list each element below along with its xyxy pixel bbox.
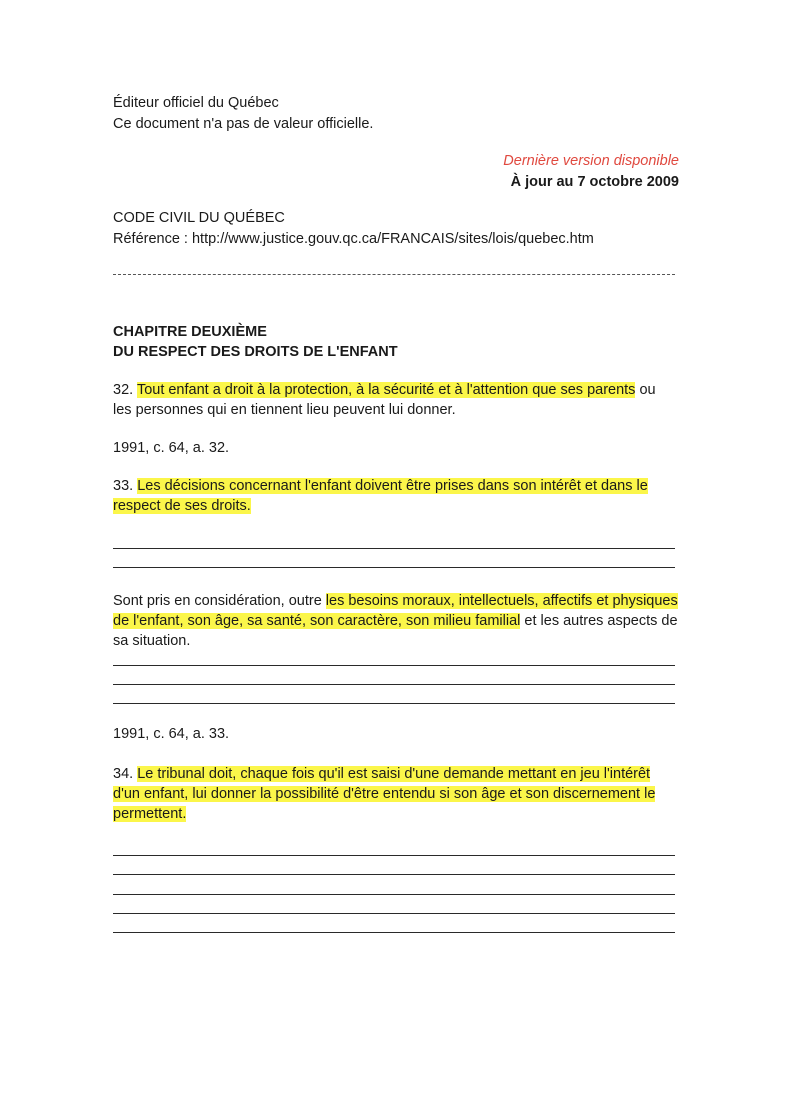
- plain-text: ou: [635, 382, 656, 398]
- dashed-separator: [113, 274, 675, 275]
- article-34-line-3: [113, 804, 186, 824]
- reference-line: Référence : http://www.justice.gouv.qc.ca/FRANCAIS/sites/lois/quebec.htm: [113, 231, 594, 247]
- article-34-line-2: [113, 784, 655, 804]
- highlighted-text: de l'enfant, son âge, sa santé, son caractère, son milieu familial: [113, 613, 521, 629]
- highlighted-text: permettent.: [113, 806, 187, 822]
- chapter-heading-1: CHAPITRE DEUXIÈME: [113, 324, 267, 340]
- article-33-p2-line-1: [113, 591, 678, 611]
- article-number: 34.: [113, 766, 138, 782]
- highlighted-text: les besoins moraux, intellectuels, affectifs et physiques: [325, 593, 678, 609]
- blank-writing-line: [113, 548, 675, 549]
- highlighted-text: respect de ses droits.: [113, 498, 251, 514]
- blank-writing-line: [113, 932, 675, 933]
- article-33-line-2: [113, 496, 251, 516]
- article-34-line-1: [113, 764, 650, 784]
- code-title: CODE CIVIL DU QUÉBEC: [113, 210, 285, 226]
- article-32-citation: 1991, c. 64, a. 32.: [113, 440, 230, 456]
- highlighted-text: Tout enfant a droit à la protection, à la sécurité et à l'attention que ses parents: [136, 382, 636, 398]
- blank-writing-line: [113, 894, 675, 895]
- plain-text: et les autres aspects de: [520, 613, 678, 629]
- blank-writing-line: [113, 874, 675, 875]
- blank-writing-line: [113, 913, 675, 914]
- publisher-line: Éditeur officiel du Québec: [113, 95, 279, 111]
- article-33-line-1: [113, 476, 648, 496]
- chapter-heading-2: DU RESPECT DES DROITS DE L'ENFANT: [113, 344, 398, 360]
- blank-writing-line: [113, 855, 675, 856]
- plain-text: Sont pris en considération, outre: [113, 593, 326, 609]
- blank-writing-line: [113, 567, 675, 568]
- blank-writing-line: [113, 665, 675, 666]
- article-32-line-1: [113, 380, 656, 400]
- disclaimer-line: Ce document n'a pas de valeur officielle.: [113, 116, 374, 132]
- article-number: 33.: [113, 478, 138, 494]
- article-32-line-2: les personnes qui en tiennent lieu peuvent lui donner.: [113, 402, 456, 418]
- article-33-p2-line-2: [113, 611, 678, 631]
- article-number: 32.: [113, 382, 137, 398]
- article-33-p2-line-3: sa situation.: [113, 633, 191, 649]
- blank-writing-line: [113, 703, 675, 704]
- blank-writing-line: [113, 684, 675, 685]
- highlighted-text: d'un enfant, lui donner la possibilité d'être entendu si son âge et son discernement le: [113, 786, 656, 802]
- update-date: À jour au 7 octobre 2009: [510, 174, 679, 190]
- highlighted-text: Les décisions concernant l'enfant doivent être prises dans son intérêt et dans le: [137, 478, 648, 494]
- article-33-citation: 1991, c. 64, a. 33.: [113, 726, 230, 742]
- highlighted-text: Le tribunal doit, chaque fois qu'il est saisi d'une demande mettant en jeu l'intérêt: [137, 766, 651, 782]
- version-label: Dernière version disponible: [503, 153, 679, 169]
